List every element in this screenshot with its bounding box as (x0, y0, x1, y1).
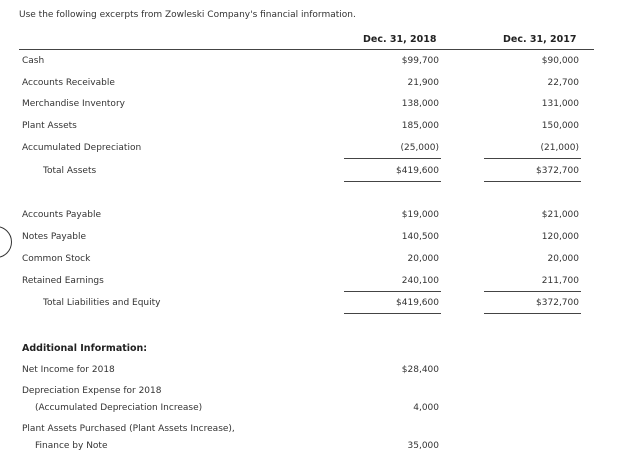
row-label: Total Liabilities and Equity (43, 298, 161, 308)
value-2018: $19,000 (401, 210, 439, 220)
value-2018: 185,000 (401, 121, 439, 131)
total-rule-2017 (484, 313, 581, 314)
value-2018: 240,100 (401, 276, 439, 286)
total-assets-row (0, 166, 635, 180)
row-label: Cash (22, 56, 45, 66)
total-rule-2018 (344, 313, 441, 314)
value-2017: 120,000 (541, 232, 579, 242)
table-row (0, 254, 635, 268)
subtotal-rule-2017 (484, 291, 581, 292)
row-label: Common Stock (22, 254, 91, 264)
total-rule-2018 (344, 181, 441, 182)
row-label: Accumulated Depreciation (22, 143, 142, 153)
header-dec-2018: Dec. 31, 2018 (363, 34, 437, 45)
plant-purchase-sub-row (0, 441, 635, 455)
value-2017: 20,000 (547, 254, 579, 264)
row-label: Accounts Payable (22, 210, 102, 220)
plant-purchase-row (0, 424, 635, 438)
depreciation-row (0, 386, 635, 400)
value-2017: 131,000 (541, 99, 579, 109)
value-2017: $90,000 (541, 56, 579, 66)
value-2018: $99,700 (401, 56, 439, 66)
table-row (0, 276, 635, 290)
table-row (0, 56, 635, 70)
value-2018: $419,600 (396, 166, 439, 176)
subtotal-rule-2018 (344, 291, 441, 292)
row-label: Plant Assets Purchased (Plant Assets Increase), (22, 424, 235, 434)
row-label: Depreciation Expense for 2018 (22, 386, 162, 396)
table-row (0, 210, 635, 224)
additional-info-title: Additional Information: (22, 343, 148, 354)
table-row (0, 232, 635, 246)
value-2017: 150,000 (541, 121, 579, 131)
total-rule-2017 (484, 181, 581, 182)
value-2018: $419,600 (396, 298, 439, 308)
value-2018: $28,400 (401, 365, 439, 375)
value-2018: 4,000 (413, 403, 439, 413)
table-row (0, 143, 635, 157)
header-rule (19, 49, 594, 50)
row-label: Merchandise Inventory (22, 99, 125, 109)
value-2017: $21,000 (541, 210, 579, 220)
table-row (0, 99, 635, 113)
table-row (0, 78, 635, 92)
value-2017: 22,700 (547, 78, 579, 88)
value-2018: 140,500 (401, 232, 439, 242)
value-2017: (21,000) (540, 143, 579, 153)
net-income-row (0, 365, 635, 379)
row-sublabel: (Accumulated Depreciation Increase) (35, 403, 203, 413)
row-label: Accounts Receivable (22, 78, 115, 88)
value-2017: $372,700 (536, 166, 579, 176)
value-2018: (25,000) (400, 143, 439, 153)
header-dec-2017: Dec. 31, 2017 (503, 34, 577, 45)
value-2018: 35,000 (407, 441, 439, 451)
value-2017: $372,700 (536, 298, 579, 308)
row-label: Net Income for 2018 (22, 365, 115, 375)
row-label: Retained Earnings (22, 276, 104, 286)
value-2017: 211,700 (541, 276, 579, 286)
row-label: Total Assets (43, 166, 97, 176)
value-2018: 20,000 (407, 254, 439, 264)
intro-text: Use the following excerpts from Zowleski Company's financial information. (19, 10, 356, 20)
row-label: Plant Assets (22, 121, 77, 131)
table-row (0, 121, 635, 135)
row-sublabel: Finance by Note (35, 441, 108, 451)
value-2018: 21,900 (407, 78, 439, 88)
value-2018: 138,000 (401, 99, 439, 109)
total-liabilities-row (0, 298, 635, 312)
subtotal-rule-2018 (344, 158, 441, 159)
depreciation-sub-row (0, 403, 635, 417)
row-label: Notes Payable (22, 232, 86, 242)
subtotal-rule-2017 (484, 158, 581, 159)
